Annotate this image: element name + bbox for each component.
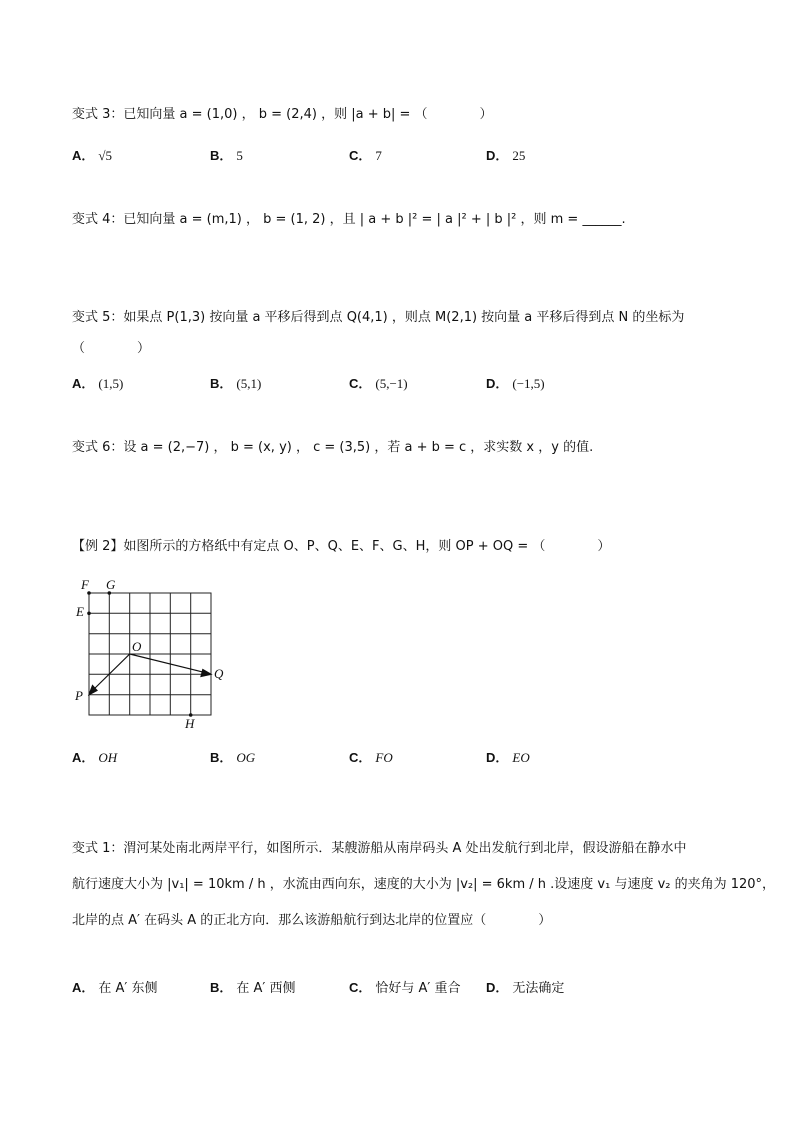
option-key: A． bbox=[72, 376, 95, 391]
option-b[interactable] bbox=[210, 145, 243, 164]
option-key: B． bbox=[210, 980, 233, 995]
option-text: 在 A′ 西侧 bbox=[236, 981, 296, 996]
option-text: √5 bbox=[98, 148, 113, 163]
variant-5-options bbox=[72, 373, 752, 391]
option-key: D． bbox=[486, 148, 509, 163]
option-text: 25 bbox=[512, 148, 526, 163]
label-e: E bbox=[76, 604, 84, 619]
option-d[interactable] bbox=[486, 747, 530, 766]
variant-6-stem: 变式 6：设 a = (2,−7) ， b = (x, y) ， c = (3,5) ，若 a + b = c ，求实数 x ，y 的值. bbox=[72, 440, 594, 455]
label-g: G bbox=[106, 577, 116, 592]
option-a[interactable] bbox=[72, 747, 117, 766]
variant-5-paren: （ ） bbox=[72, 341, 151, 356]
variant-5-stem: 变式 5：如果点 P(1,3) 按向量 a 平移后得到点 Q(4,1) ，则点 M(2,1) 按向量 a 平移后得到点 N 的坐标为 bbox=[72, 310, 685, 325]
option-key: D． bbox=[486, 980, 509, 995]
example-2-stem: 【例 2】如图所示的方格纸中有定点 O、P、Q、E、F、G、H，则 OP + OQ = （ ） bbox=[72, 539, 611, 554]
option-a[interactable] bbox=[72, 145, 112, 164]
option-d[interactable] bbox=[486, 977, 564, 996]
option-key: A． bbox=[72, 750, 95, 765]
vector-oq bbox=[130, 654, 206, 673]
option-a[interactable] bbox=[72, 977, 158, 996]
label-q: Q bbox=[214, 666, 224, 681]
option-text: 在 A′ 东侧 bbox=[98, 981, 158, 996]
option-text: (1,5) bbox=[98, 376, 124, 391]
option-key: C． bbox=[349, 980, 372, 995]
grid-figure bbox=[72, 575, 262, 735]
option-text: OG bbox=[236, 750, 256, 765]
label-f: F bbox=[81, 577, 89, 592]
option-a[interactable] bbox=[72, 373, 123, 392]
option-key: D． bbox=[486, 376, 509, 391]
option-text: 5 bbox=[236, 148, 243, 163]
option-key: C． bbox=[349, 148, 372, 163]
option-key: A． bbox=[72, 980, 95, 995]
label-p: P bbox=[75, 688, 83, 703]
option-c[interactable] bbox=[349, 977, 461, 996]
variant-3-options bbox=[72, 145, 752, 163]
variant-1-options bbox=[72, 977, 752, 995]
option-b[interactable] bbox=[210, 373, 261, 392]
option-key: C． bbox=[349, 750, 372, 765]
option-d[interactable] bbox=[486, 373, 545, 392]
option-text: 无法确定 bbox=[512, 981, 565, 996]
option-c[interactable] bbox=[349, 145, 382, 164]
example-2-options bbox=[72, 747, 752, 765]
variant-1-line-2: 航行速度大小为 |v₁| = 10km / h ，水流由西向东，速度的大小为 |v₂| = 6km / h .设速度 v₁ 与速度 v₂ 的夹角为 120°， bbox=[72, 877, 776, 892]
variant-3-stem: 变式 3：已知向量 a = (1,0) ， b = (2,4) ，则 |a + b| = （ ） bbox=[72, 107, 493, 122]
label-h: H bbox=[185, 716, 195, 731]
option-key: B． bbox=[210, 750, 233, 765]
option-key: C． bbox=[349, 376, 372, 391]
variant-4-stem: 变式 4：已知向量 a = (m,1) ， b = (1, 2) ，且 | a + b |² = | a |² + | b |² ，则 m = ______. bbox=[72, 212, 626, 227]
option-text: 7 bbox=[375, 148, 382, 163]
variant-1-line-3: 北岸的点 A′ 在码头 A 的正北方向．那么该游船航行到达北岸的位置应（ ） bbox=[72, 913, 552, 928]
option-key: A． bbox=[72, 148, 95, 163]
option-key: B． bbox=[210, 376, 233, 391]
option-text: FO bbox=[375, 750, 393, 765]
option-text: OH bbox=[98, 750, 118, 765]
option-text: (5,−1) bbox=[375, 376, 408, 391]
option-text: (−1,5) bbox=[512, 376, 545, 391]
option-d[interactable] bbox=[486, 145, 525, 164]
arrowhead-q bbox=[201, 670, 211, 677]
option-text: 恰好与 A′ 重合 bbox=[375, 981, 461, 996]
option-text: (5,1) bbox=[236, 376, 262, 391]
option-key: B． bbox=[210, 148, 233, 163]
option-b[interactable] bbox=[210, 747, 255, 766]
option-c[interactable] bbox=[349, 747, 393, 766]
variant-1-line-1: 变式 1：渭河某处南北两岸平行，如图所示．某艘游船从南岸码头 A 处出发航行到北岸，假设游船在静水中 bbox=[72, 841, 687, 856]
label-o: O bbox=[132, 639, 142, 654]
option-c[interactable] bbox=[349, 373, 408, 392]
vector-op bbox=[91, 654, 130, 692]
option-text: EO bbox=[512, 750, 530, 765]
option-b[interactable] bbox=[210, 977, 296, 996]
option-key: D． bbox=[486, 750, 509, 765]
point-e bbox=[87, 612, 91, 616]
